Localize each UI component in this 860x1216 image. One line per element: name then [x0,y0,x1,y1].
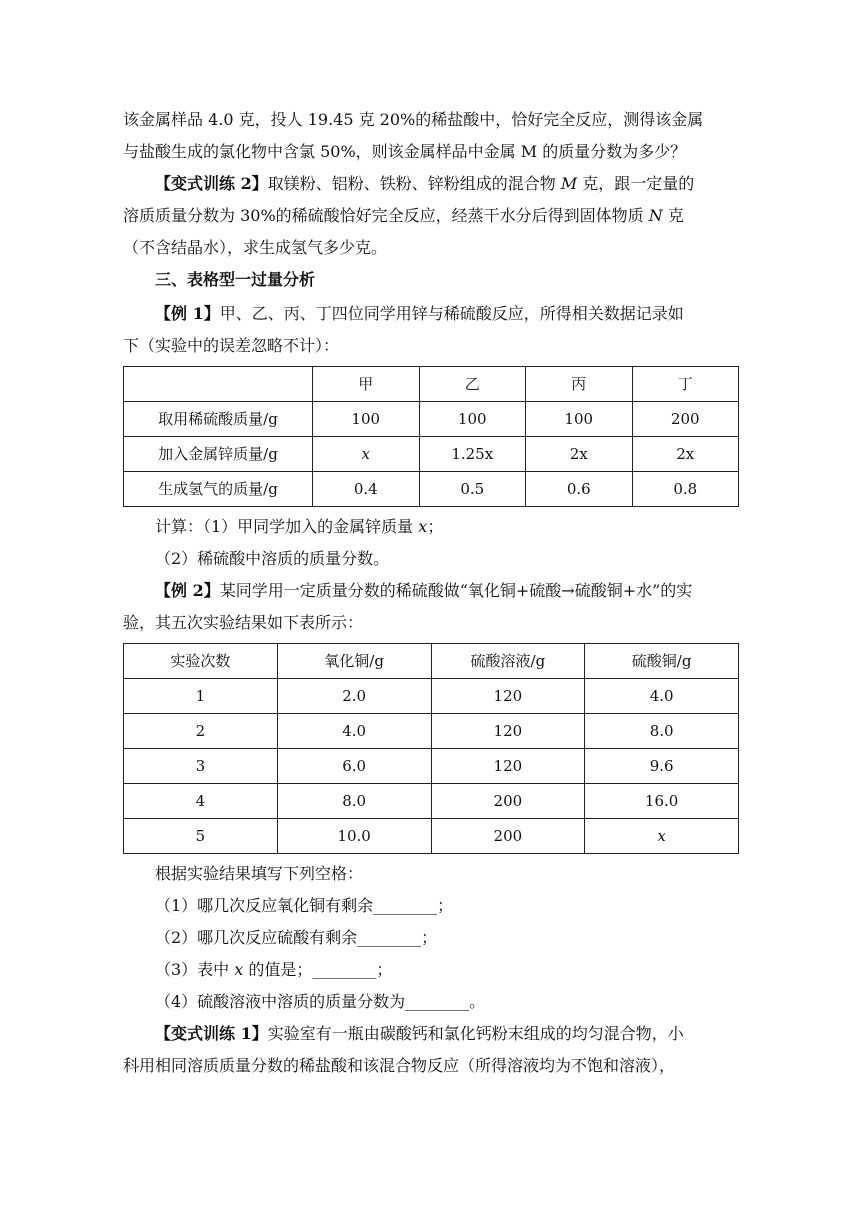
intro-line-1: 该金属样品 4.0 克，投人 19.45 克 20%的稀盐酸中，恰好完全反应，测得该金属 [123,110,704,129]
table-header-cell: 硫酸铜/g [585,644,739,679]
zinc-acid-table [123,366,739,507]
table-cell: 1.25x [419,437,526,472]
table-header-cell: 乙 [419,367,526,402]
table-cell: 0.4 [313,472,420,507]
table-cell: 8.0 [585,714,739,749]
variant-2-line-2-text: 溶质质量分数为 30%的稀硫酸恰好完全反应，经蒸干水分后得到固体物质 [123,206,649,225]
table-header-cell: 硫酸溶液/g [431,644,585,679]
question-3-text: （3）表中 [155,960,235,979]
example-1-text: 甲、乙、丙、丁四位同学用锌与稀硫酸反应，所得相关数据记录如 [219,304,684,323]
variant-2-line-2 [123,200,739,232]
table-cell: 5 [124,819,278,854]
table-cell [585,819,739,854]
table-cell: 2.0 [277,679,431,714]
example-1-line-2: 下（实验中的误差忽略不计）： [123,336,340,355]
example-2-question-1: （1）哪几次反应氧化铜有剩余________； [155,896,454,915]
table-header-row [124,367,739,402]
table-cell: 加入金属锌质量/g [124,437,313,472]
table-cell: 0.6 [526,472,633,507]
table-cell: 0.8 [632,472,739,507]
table-cell: 10.0 [277,819,431,854]
example-2-question-2: （2）哪几次反应硫酸有剩余________； [155,928,438,947]
question-1-text: 计算：（1）甲同学加入的金属锌质量 [155,517,419,536]
table-cell: 1 [124,679,278,714]
table-row [124,784,739,819]
table-cell: 200 [632,402,739,437]
table-cell: 200 [431,819,585,854]
table-cell: 4.0 [585,679,739,714]
example-2-paragraph [123,575,739,607]
table-row [124,472,739,507]
table-cell: 100 [313,402,420,437]
example-2-label: 【例 2】 [155,581,220,600]
example-2-text: 某同学用一定质量分数的稀硫酸做“氧化铜+硫酸→硫酸铜+水”的实 [219,581,693,600]
intro-line-2: 与盐酸生成的氯化物中含氯 50%，则该金属样品中金属 M 的质量分数为多少？ [123,142,687,161]
table-cell: 2x [632,437,739,472]
variant-2-text-a: 取镁粉、铝粉、铁粉、锌粉组成的混合物 [267,174,561,193]
question-3-end: 的值是；________； [243,960,393,979]
example-2-question-3 [123,954,739,986]
table-cell: 120 [431,749,585,784]
table-row [124,437,739,472]
table-row [124,714,739,749]
section-3-title: 三、表格型一过量分析 [155,270,316,289]
table-header-row [124,644,739,679]
table-cell: 生成氢气的质量/g [124,472,313,507]
variable-x: x [418,517,428,536]
variable-m: M [560,174,578,193]
table-cell: 2 [124,714,278,749]
table-row [124,749,739,784]
table-cell: 100 [526,402,633,437]
example-1-question-2: （2）稀硫酸中溶质的质量分数。 [155,549,390,568]
table-cell: 120 [431,714,585,749]
table-cell: 4.0 [277,714,431,749]
variant-2-line-2-end: 克 [662,206,684,225]
example-2-line-2: 验，其五次实验结果如下表所示： [123,613,364,632]
table-row [124,819,739,854]
table-header-cell: 丙 [526,367,633,402]
variant-2-line-3: （不含结晶水），求生成氢气多少克。 [123,238,388,257]
table-header-cell: 甲 [313,367,420,402]
table-header-cell: 丁 [632,367,739,402]
table-cell: 取用稀硫酸质量/g [124,402,313,437]
table-cell: 9.6 [585,749,739,784]
variant-2-text-b: 克，跟一定量的 [577,174,695,193]
variable-n: N [648,206,663,225]
variable-cell: x [657,827,666,845]
table-header-cell: 氧化铜/g [277,644,431,679]
table-cell: 0.5 [419,472,526,507]
variant-1-text: 实验室有一瓶由碳酸钙和氯化钙粉末组成的均匀混合物，小 [267,1024,684,1043]
example-1-question-1 [123,511,739,543]
table-cell: 2x [526,437,633,472]
table-cell: 4 [124,784,278,819]
table-header-cell: 实验次数 [124,644,278,679]
copper-oxide-table [123,643,739,854]
example-2-intro-question: 根据实验结果填写下列空格： [155,864,364,883]
table-cell: 16.0 [585,784,739,819]
example-1-label: 【例 1】 [155,304,220,323]
table-cell: 6.0 [277,749,431,784]
example-1-paragraph [123,298,739,330]
table-cell: 200 [431,784,585,819]
variant-2-label: 【变式训练 2】 [155,174,268,193]
table-row [124,402,739,437]
document-page [123,104,739,1082]
variant-1-label: 【变式训练 1】 [155,1024,268,1043]
table-cell: 100 [419,402,526,437]
table-cell [313,437,420,472]
table-header-cell [124,367,313,402]
variant-2-paragraph [123,168,739,200]
table-row [124,679,739,714]
example-2-question-4: （4）硫酸溶液中溶质的质量分数为________。 [155,992,486,1011]
variant-1-paragraph [123,1018,739,1050]
variable-cell: x [361,445,370,463]
table-cell: 120 [431,679,585,714]
question-1-end: ； [427,517,444,536]
table-cell: 8.0 [277,784,431,819]
variant-1-line-2: 科用相同溶质质量分数的稀盐酸和该混合物反应（所得溶液均为不饱和溶液）， [123,1056,676,1075]
variable-x: x [234,960,244,979]
table-cell: 3 [124,749,278,784]
